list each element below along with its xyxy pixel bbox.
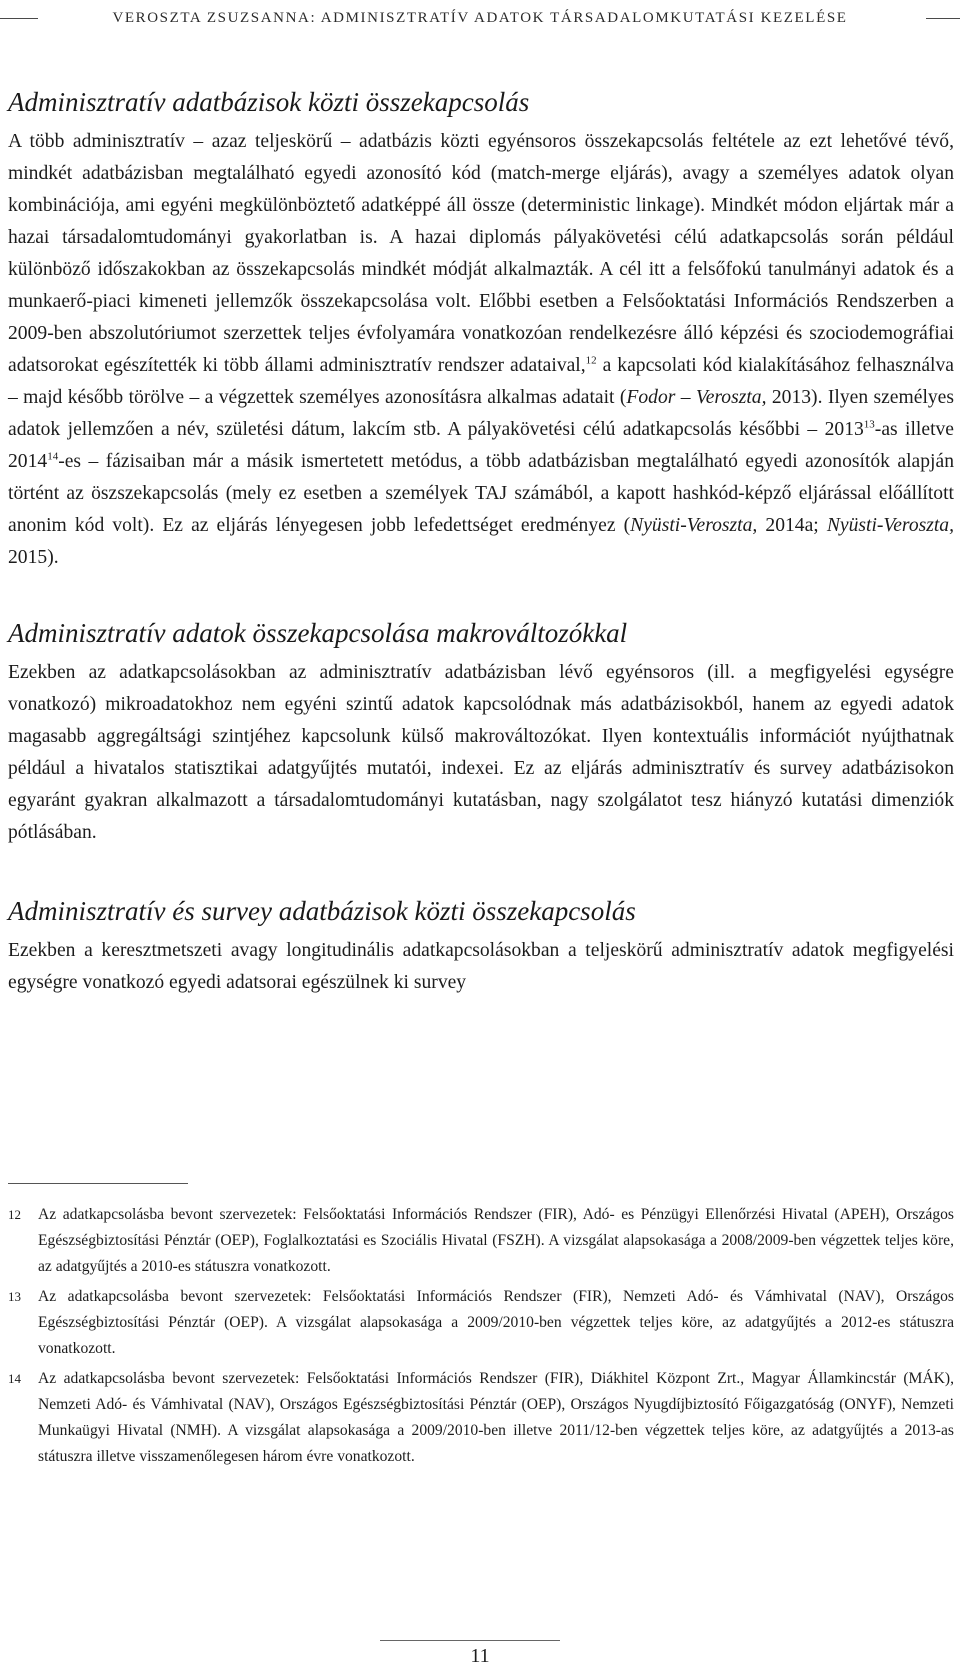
section-2-paragraph: Ezekben az adatkapcsolásokban az adminisztratív adatbázisban lévő egyénsoros (ill. a megfigyelési egységre vonatkozó) mikroadatokhoz nem egyéni szintű adatok kapcsolódnak más adatbázisokból, hanem az egyedi adatok magasabb aggregáltsági szintjéhez kapcsolunk külső makrováltozókat. Ilyen kontextuális információt nyújthatnak például a hivatalos statisztikai adatgyűjtés mutatói, indexei. Ez az eljárás adminisztratív és survey adatbázisokon egyaránt gyakran alkalmazott a társadalomtudományi kutatásban, nagy szolgálatot tesz hiányzó kutatási dimenziók pótlásában.: [8, 662, 954, 843]
footnote-ref-12[interactable]: 12: [585, 354, 597, 367]
body-text: a kapcsolati kód kialakításához felhasználva – majd később törölve – a végzettek személyes azonosításra alkalmas adatait (: [8, 355, 954, 408]
body-text: 2013). Ilyen személyes adatok jellemzően a név, születési dátum, lakcím stb. A pályakövetési célú adatkapcsolás későbbi – 2013: [8, 387, 955, 440]
body-text: 2014a;: [757, 515, 827, 536]
body-text: -as illetve 2014: [8, 419, 954, 472]
page-number-rule: [380, 1640, 560, 1641]
section-heading-3: Adminisztratív és survey adatbázisok közti összekapcsolás: [8, 896, 636, 926]
citation-author: Nyüsti-Veroszta,: [826, 515, 955, 536]
footnote-12: [8, 1202, 954, 1280]
footnote-ref-13[interactable]: 13: [863, 418, 875, 431]
footnote-text: Az adatkapcsolásba bevont szervezetek: Felsőoktatási Információs Rendszer (FIR), Diákhitel Központ Zrt., Magyar Államkincstár (MÁK), Nemzeti Adó- és Vámhivatal (NAV), Országos Egészségbiztosítási Pénztár (OEP), Országos Nyugdíjbiztosító Főigazgatóság (ONYF), Nemzeti Munkaügyi Hivatal (NMH). A vizsgálat alapsokasága a 2009/2010-ben illetve 2011/12-ben végzettek teljes köre, az adatgyűjtés a 2013-as státuszra illetve visszamenőlegesen három évre vonatkozott.: [38, 1370, 954, 1465]
footnote-separator: [8, 1183, 188, 1184]
running-head-rule-right: [926, 18, 960, 19]
footnote-number: 12: [8, 1207, 21, 1222]
section-3-paragraph: Ezekben a keresztmetszeti avagy longitudinális adatkapcsolásokban a teljeskörű adminisztratív adatok megfigyelési egységre vonatkozó egyedi adatsorai egészülnek ki survey: [8, 940, 954, 993]
running-head-text: VEROSZTA ZSUZSANNA: ADMINISZTRATÍV ADATOK TÁRSADALOMKUTATÁSI KEZELÉSE: [112, 10, 848, 26]
page-number: 11: [470, 1645, 490, 1667]
citation-author: Nyüsti-Veroszta,: [630, 515, 758, 536]
section-heading-1: Adminisztratív adatbázisok közti összekapcsolás: [8, 87, 530, 117]
footnote-ref-14[interactable]: 14: [47, 450, 59, 463]
body-text: A több adminisztratív – azaz teljeskörű – adatbázis közti egyénsoros összekapcsolás feltétele az ezt lehetővé tévő, mindkét adatbázisban megtalálható egyedi azonosító kód (match-merge eljárás), avagy a személyes adatok olyan kombinációja, ami egyéni megkülönböztető adatképpé áll össze (deterministic linkage). Mindkét módon eljártak már a hazai társadalomtudományi gyakorlatban is. A hazai diplomás pályakövetési célú adatkapcsolás során például különböző időszakokban az összekapcsolás mindkét módját alkalmazták. A cél itt a felsőfokú tanulmányi adatok és a munkaerő-piaci kimeneti jellemzők összekapcsolása volt. Előbbi esetben a Felsőoktatási Információs Rendszerben a 2009-ben abszolutóriumot szerzettek teljes évfolyamára vonatkozóan rendelkezésre álló képzési és szociodemográfiai adatsorokat egészítették ki több állami adminisztratív rendszer adataival,: [8, 131, 954, 376]
footnote-number: 13: [8, 1289, 21, 1304]
citation-author: Fodor – Veroszta,: [626, 387, 767, 408]
footnote-text: Az adatkapcsolásba bevont szervezetek: Felsőoktatási Információs Rendszer (FIR), Nemzeti Adó- és Vámhivatal (NAV), Országos Egészségbiztosítási Pénztár (OEP). A vizsgálat alapsokasága a 2009/2010-ben végzettek teljes köre, az adatgyűjtés a 2012-es státuszra vonatkozott.: [38, 1288, 954, 1357]
main-text: [8, 60, 954, 999]
footnote-14: [8, 1366, 954, 1470]
body-text: -es – fázisaiban már a másik ismertetett metódus, a több adatbázisban megtalálható egyedi azonosítók alapján történt az öszszekapcsolás (mely ez esetben a személyek TAJ számából, a kapott hashkód-képző eljárással előállított anonim kód volt). Ez az eljárás lényegesen jobb lefedettséget eredményez (: [8, 451, 954, 536]
footnote-text: Az adatkapcsolásba bevont szervezetek: Felsőoktatási Információs Rendszer (FIR), Adó- es Pénzügyi Ellenőrzési Hivatal (APEH), Országos Egészségbiztosítási Pénztár (OEP), Foglalkoztatási es Szociális Hivatal (FSZH). A vizsgálat alapsokasága a 2008/2009-ben végzettek teljes köre, az adatgyűjtés a 2010-es státuszra vonatkozott.: [38, 1206, 954, 1275]
footnote-13: [8, 1284, 954, 1362]
body-text: 2015).: [8, 547, 59, 568]
running-head: [0, 6, 960, 30]
footnotes: [8, 1202, 954, 1474]
section-1-paragraph: [8, 126, 954, 574]
footnote-number: 14: [8, 1371, 21, 1386]
section-heading-2: Adminisztratív adatok összekapcsolása makrováltozókkal: [8, 618, 628, 648]
